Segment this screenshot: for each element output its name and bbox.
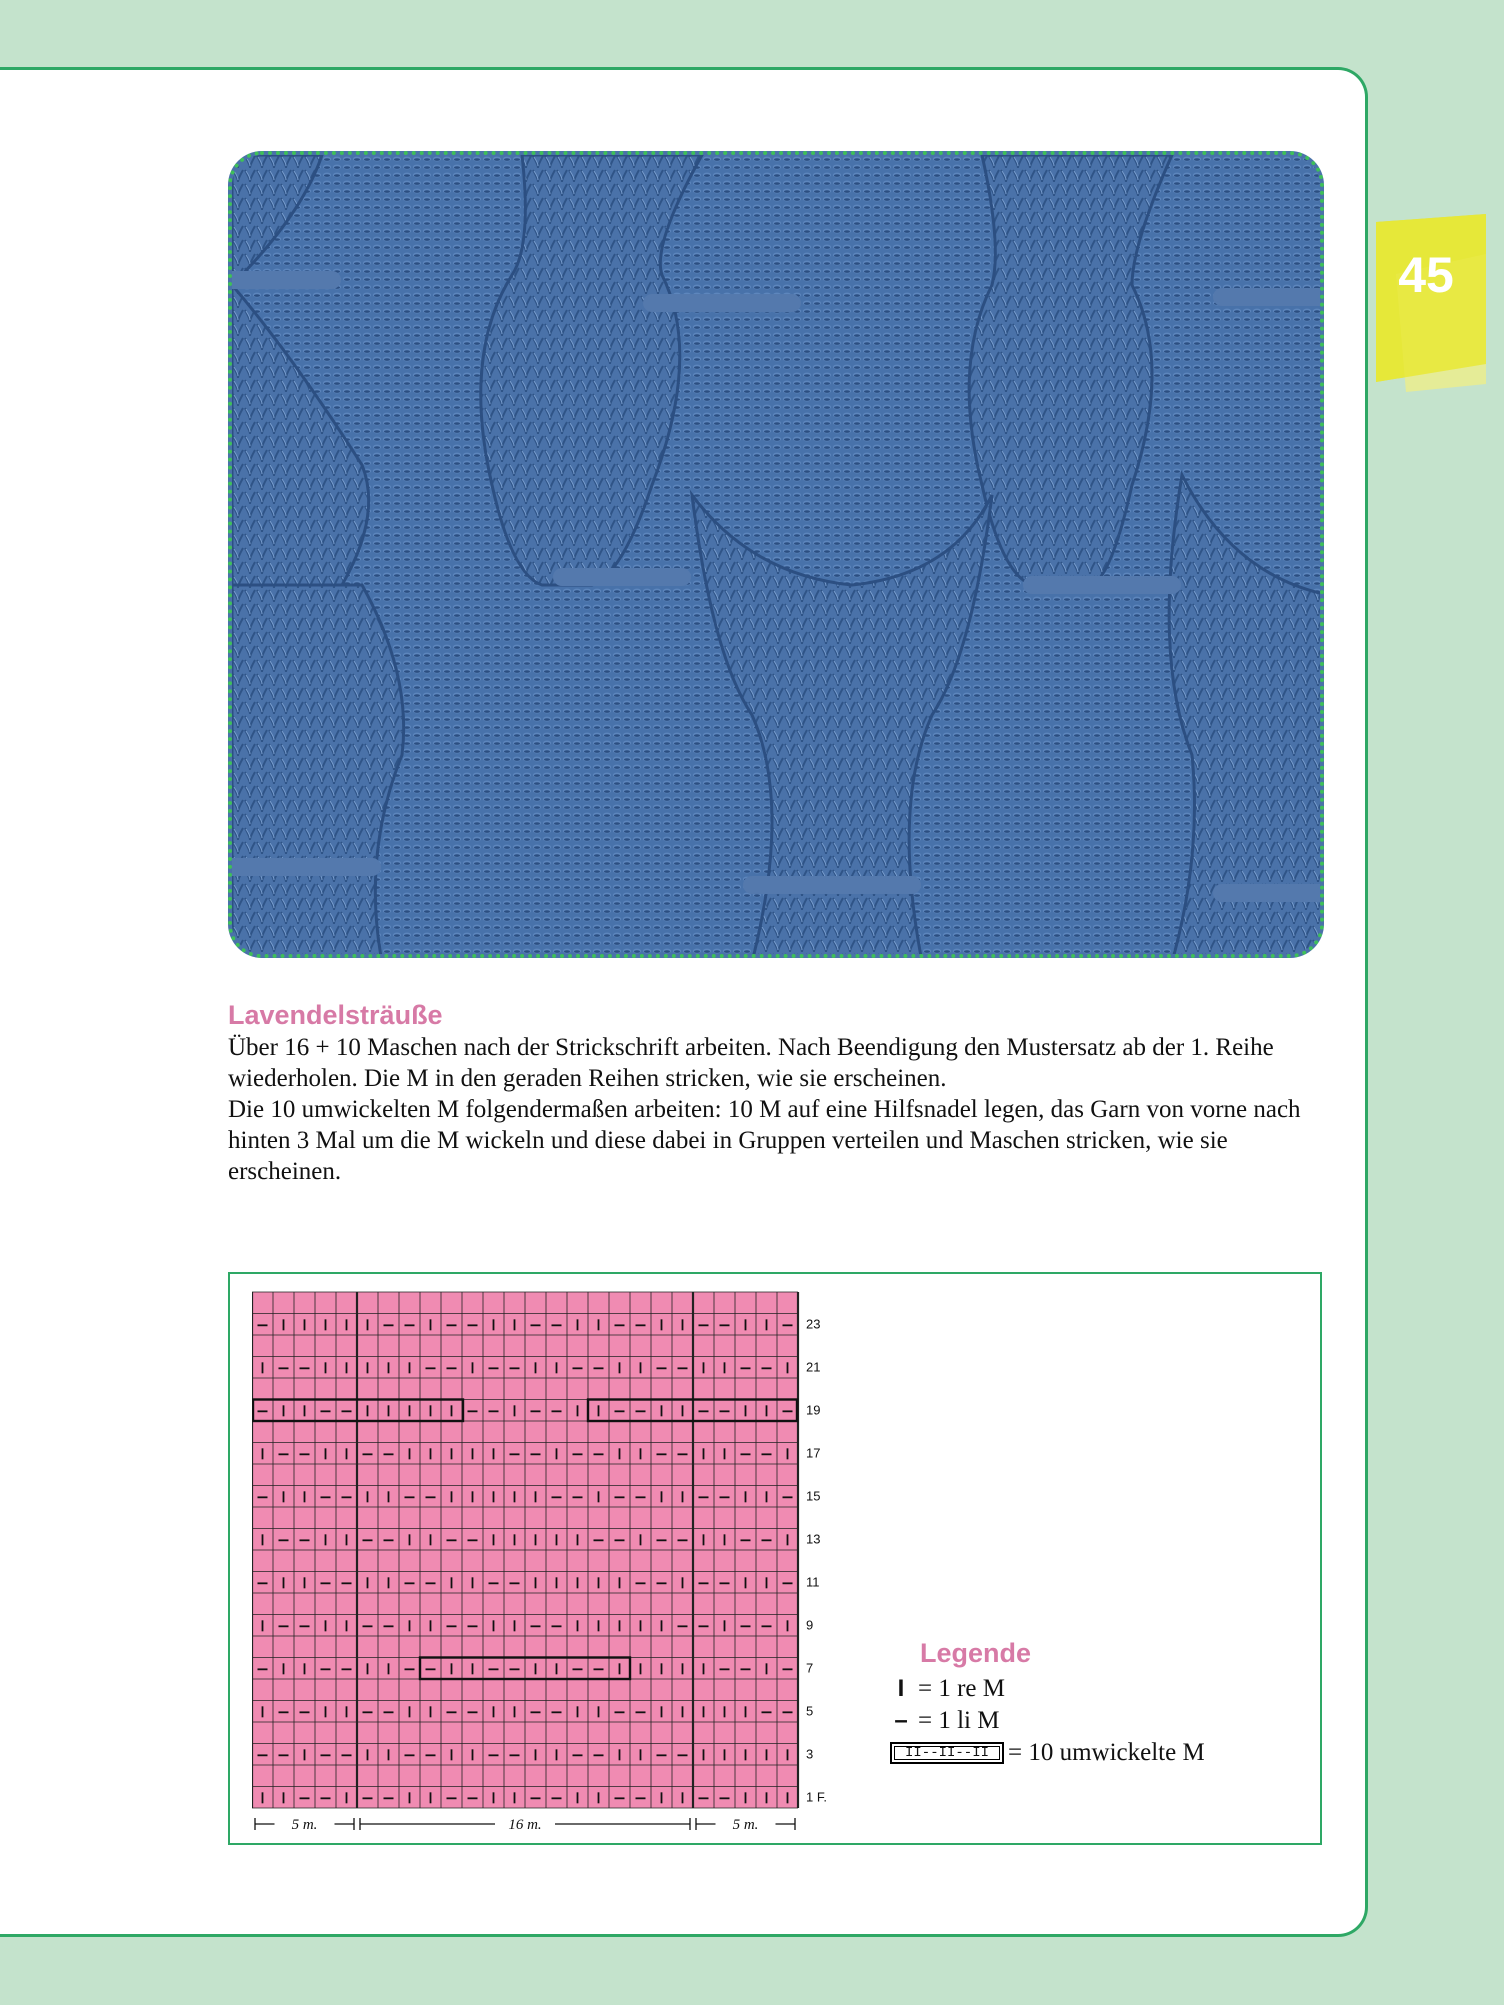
row-label: 17	[806, 1445, 821, 1461]
row-label: 11	[806, 1574, 820, 1590]
row-label: 15	[806, 1488, 821, 1504]
legend-item-purl	[890, 1705, 1205, 1737]
row-label: 7	[806, 1660, 814, 1676]
wrapped-stitch-symbol: II--II--II	[890, 1742, 1004, 1764]
knitting-chart	[252, 1290, 872, 1830]
legend-text: = 10 umwickelte M	[1008, 1739, 1205, 1766]
instruction-paragraph: Über 16 + 10 Maschen nach der Strickschrift arbeiten. Nach Beendigung den Mustersatz ab der 1. Reihe wiederholen. Die M in den geraden Reihen stricken, wie sie erscheinen.	[228, 1034, 1274, 1092]
width-label: 16 m.	[508, 1817, 542, 1830]
width-label: 5 m.	[732, 1817, 759, 1830]
legend-text: = 1 re M	[918, 1675, 1005, 1702]
legend-item-wrapped	[890, 1737, 1205, 1769]
pattern-title: Lavendelsträuße	[228, 1000, 443, 1030]
width-label: 5 m.	[291, 1817, 318, 1830]
row-label: 1 F.	[806, 1789, 827, 1805]
row-label: 3	[806, 1746, 814, 1762]
legend	[890, 1638, 1205, 1769]
legend-title: Legende	[920, 1638, 1032, 1668]
legend-item-knit	[890, 1673, 1205, 1705]
row-label: 21	[806, 1359, 821, 1375]
page-number: 45	[1398, 247, 1454, 303]
row-label: 19	[806, 1402, 821, 1418]
knitting-chart-panel	[228, 1272, 1322, 1845]
row-label: 23	[806, 1316, 821, 1332]
row-label: 9	[806, 1617, 814, 1633]
row-label: 5	[806, 1703, 814, 1719]
legend-text: = 1 li M	[918, 1707, 1000, 1734]
purl-stitch-symbol: –	[894, 1707, 908, 1734]
pattern-instructions	[228, 1032, 1338, 1187]
instruction-paragraph: Die 10 umwickelten M folgendermaßen arbeiten: 10 M auf eine Hilfsnadel legen, das Garn von vorne nach hinten 3 Mal um die M wickeln und diese dabei in Gruppen verteilen und Maschen stricken, wie sie erscheinen.	[228, 1096, 1301, 1185]
knit-stitch-symbol: I	[897, 1675, 905, 1702]
row-label: 13	[806, 1531, 821, 1547]
knitting-sample-photo	[228, 151, 1324, 958]
